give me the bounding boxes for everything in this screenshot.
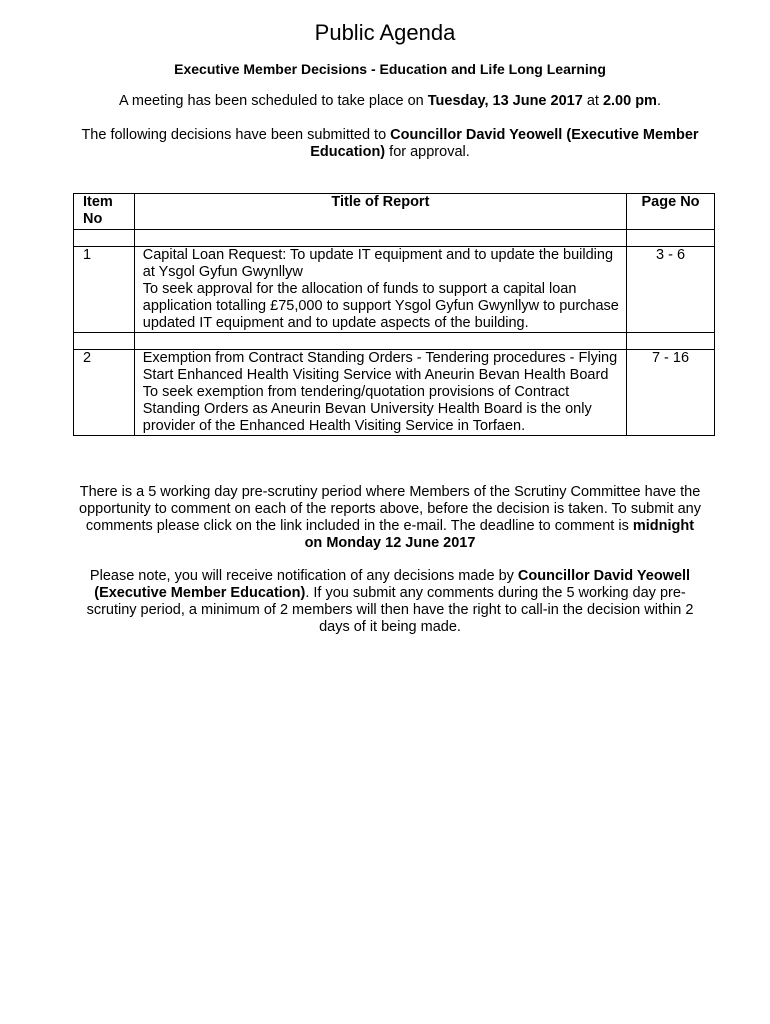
note-suffix: . If you submit any comments during the 5 working day pre-scrutiny period, a minimum of 2 members will then have the right to call-in the decision within 2 days of it being made. [86, 585, 694, 635]
submission-paragraph [80, 127, 700, 161]
table-header-row [74, 194, 715, 230]
row-report [134, 350, 626, 436]
submission-suffix: for approval. [385, 144, 470, 160]
row-pages: 7 - 16 [627, 350, 715, 436]
table-spacer-row [74, 333, 715, 350]
note-councillor: Councillor David Yeowell (Executive Member Education) [94, 568, 691, 601]
meeting-prefix: A meeting has been scheduled to take place on [119, 93, 428, 109]
meeting-date: Tuesday, 13 June 2017 [427, 93, 583, 109]
header-page-no: Page No [627, 194, 715, 230]
meeting-suffix: . [656, 93, 661, 109]
report-detail: To seek exemption from tendering/quotation provisions of Contract Standing Orders as Aneurin Bevan University Health Board is the only provider of the Enhanced Health Visiting Service in Torfaen. [142, 384, 592, 434]
row-item-number: 2 [74, 350, 135, 436]
meeting-time: 2.00 pm [602, 93, 657, 109]
meeting-mid: at [582, 93, 603, 109]
row-item-number: 1 [74, 247, 135, 333]
table-row [74, 247, 715, 333]
header-title-of-report: Title of Report [134, 194, 626, 230]
page-title: Public Agenda [314, 20, 456, 45]
agenda-table [73, 193, 715, 436]
report-detail: To seek approval for the allocation of funds to support a capital loan application totalling £75,000 to support Ysgol Gyfun Gwynllyw to purchase updated IT equipment and to update aspects of the building. [142, 281, 619, 331]
header-item-no: Item No [74, 194, 135, 230]
table-spacer-row [74, 230, 715, 247]
note-prefix: Please note, you will receive notification of any decisions made by [89, 568, 518, 584]
submission-councillor: Councillor David Yeowell (Executive Member Education) [310, 127, 699, 160]
meeting-paragraph [60, 93, 720, 110]
report-heading: Exemption from Contract Standing Orders - Tendering procedures - Flying Start Enhanced Health Visiting Service with Aneurin Bevan Health Board [142, 350, 618, 383]
page-subtitle: Executive Member Decisions - Education and Life Long Learning [174, 61, 606, 77]
scrutiny-paragraph [78, 484, 702, 552]
scrutiny-text: There is a 5 working day pre-scrutiny period where Members of the Scrutiny Committee have the opportunity to comment on each of the reports above, before the decision is taken. To submit any comments please click on the link included in the e-mail. The deadline to comment is [79, 484, 701, 534]
note-paragraph [70, 568, 710, 636]
row-pages: 3 - 6 [627, 247, 715, 333]
table-row [74, 350, 715, 436]
submission-prefix: The following decisions have been submitted to [81, 127, 391, 143]
row-report [134, 247, 626, 333]
report-heading: Capital Loan Request: To update IT equipment and to update the building at Ysgol Gyfun Gwynllyw [142, 247, 614, 280]
scrutiny-deadline: midnight on Monday 12 June 2017 [304, 518, 695, 551]
